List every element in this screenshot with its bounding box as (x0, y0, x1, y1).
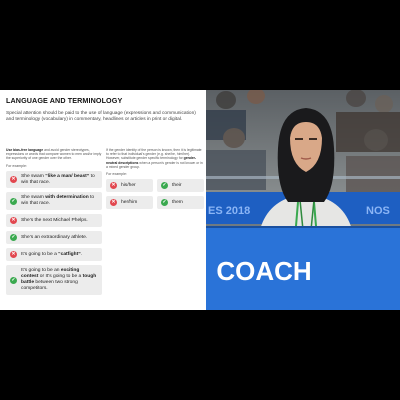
coach-sign-edge (206, 226, 400, 228)
cross-icon: ✕ (11, 176, 16, 183)
page-title: LANGUAGE AND TERMINOLOGY (6, 96, 123, 105)
pronoun-wrong (106, 179, 153, 192)
check-icon: ✓ (11, 276, 16, 283)
example-item (6, 248, 102, 261)
gender-neutral-intro-text: If the gender identity of the person is known, then it is legitimate to refer to that individual’s gender (e.g. she/he, him/her). However, substitute gender specific terminology for (106, 148, 202, 161)
gender-neutral-intro-text: when a person’s gender is not known or in a mixed gender group. (106, 160, 203, 169)
coach-sign-text: COACH (216, 256, 312, 286)
example-text-part: She swam (21, 173, 46, 179)
gender-neutral-intro-bold: gender-neutral descriptions (106, 156, 197, 165)
pronoun-pairs (106, 179, 204, 209)
bias-free-intro-bold: Use bias-free language (6, 148, 44, 152)
pronoun-wrong (106, 196, 153, 209)
example-text-bold: “like a man/ beast” (45, 173, 90, 179)
cross-icon: ✕ (11, 251, 16, 258)
example-text-part: to win that race. (21, 173, 95, 185)
gender-neutral-column (106, 148, 204, 213)
banner-text-right: NOS (366, 205, 390, 217)
gender-neutral-intro (106, 148, 204, 169)
example-text (21, 174, 98, 186)
example-label: For example: (106, 172, 127, 177)
check-icon: ✓ (162, 199, 167, 206)
example-text (21, 195, 98, 207)
example-text: She’s an extraordinary athlete. (21, 234, 88, 240)
example-text-bold: exciting contest (21, 268, 80, 280)
example-text-part: It’s going to be an (21, 268, 61, 274)
check-icon: ✓ (11, 197, 16, 204)
example-item (6, 265, 102, 295)
example-label: For example: (6, 163, 27, 168)
example-text-part: She swam (21, 195, 46, 201)
eye-left (295, 138, 303, 140)
example-text (21, 252, 82, 258)
check-icon: ✓ (162, 182, 167, 189)
cross-icon: ✕ (111, 199, 116, 206)
example-item (6, 192, 102, 210)
pronoun-pair (106, 179, 204, 192)
check-icon: ✓ (11, 234, 16, 241)
example-text-part: between two strong competitors. (21, 280, 78, 291)
eye-right (309, 138, 317, 140)
example-item (6, 171, 102, 189)
pronoun-pair (106, 196, 204, 209)
banner-text: ES 2018 (208, 205, 251, 217)
pronoun-text: his/her (121, 182, 136, 188)
example-text-bold: tough battle (21, 274, 97, 286)
example-text-part: It’s going to be a (21, 251, 59, 257)
bias-free-column (6, 148, 102, 299)
cross-icon: ✕ (11, 217, 16, 224)
example-item (6, 231, 102, 244)
coach-photo-illustration (206, 90, 400, 310)
cross-icon: ✕ (111, 182, 116, 189)
pronoun-right (157, 179, 204, 192)
text-page (0, 90, 206, 310)
example-text: She’s the next Michael Phelps. (21, 217, 88, 223)
example-text-bold: with determination (45, 195, 89, 201)
example-text-part: or It’s going to be a (38, 274, 83, 280)
pronoun-text: them (172, 199, 183, 205)
bias-free-intro (6, 148, 102, 161)
lead-paragraph: Special attention should be paid to the use of language (expressions and communication) and terminology (vocabulary) in commentary, headlines or articles in print or digital. (6, 111, 196, 122)
example-text-part: to win that race. (21, 195, 95, 207)
bias-free-intro-text: and avoid gender stereotypes, expressions or words that compare women to men and/or imply the superiority of one gender over the other. (6, 148, 102, 161)
coach-photo (206, 90, 400, 310)
example-text-part: . (80, 251, 83, 257)
pronoun-right (157, 196, 204, 209)
document-spread (0, 90, 400, 310)
example-text (21, 268, 98, 292)
pronoun-text: their (172, 182, 182, 188)
pronoun-text: her/him (121, 199, 138, 205)
example-item (6, 214, 102, 227)
example-text-bold: “catfight” (58, 251, 81, 257)
